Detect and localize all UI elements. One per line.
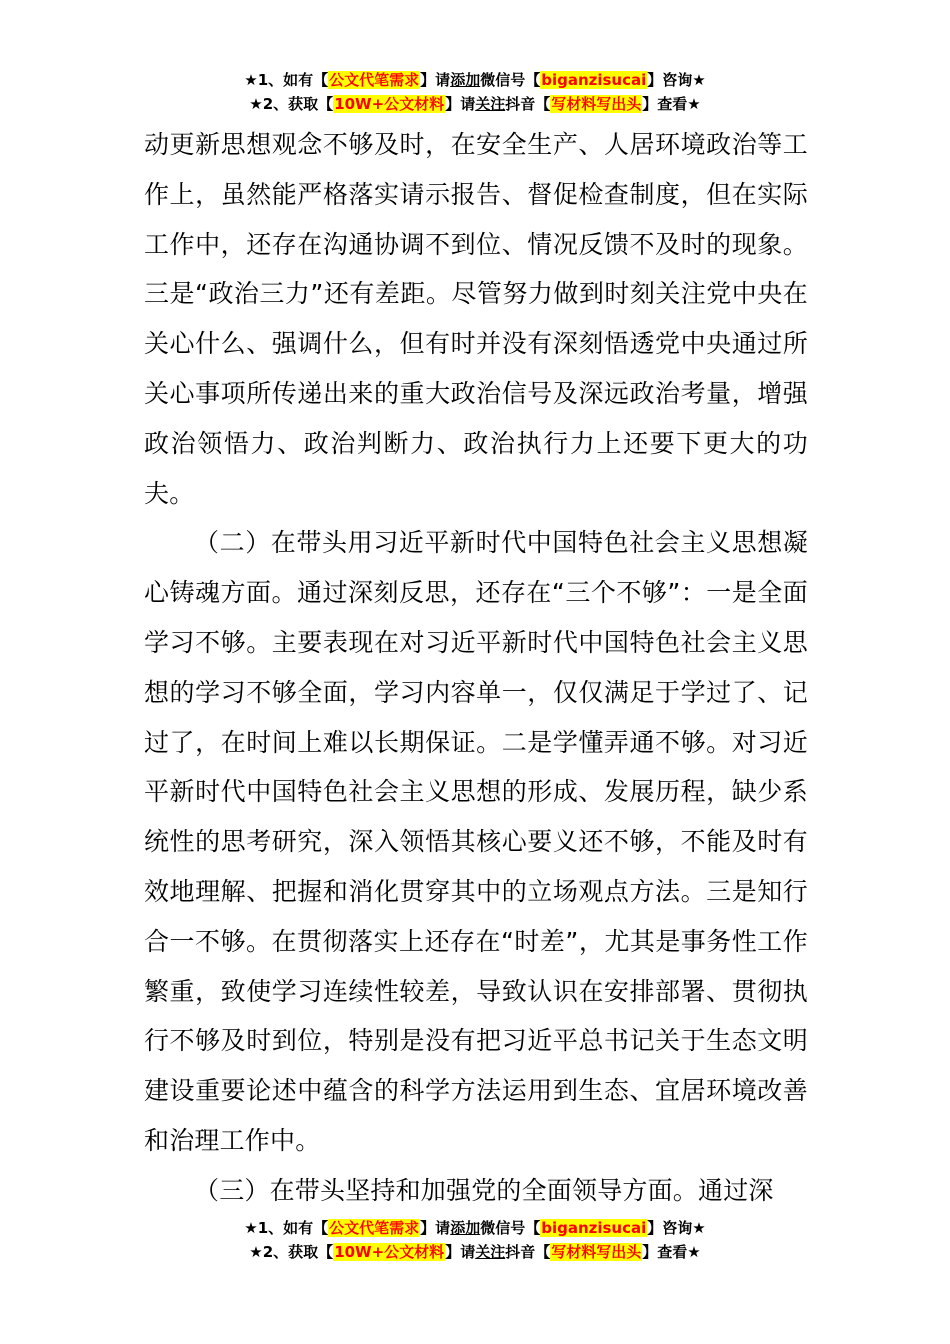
highlight-materials: 10W+公文材料	[334, 95, 445, 113]
highlight-douyin-account: 写材料写出头	[551, 95, 642, 113]
paragraph-continued: 动更新思想观念不够及时，在安全生产、人居环境政治等工作上，虽然能严格落实请示报告、督促检查制度，但在实际工作中，还存在沟通协调不到位、情况反馈不及时的现象。三是“政治三力”还有差距。尽管努力做到时刻关注党中央在关心什么、强调什么，但有时并没有深刻悟透党中央通过所关心事项所传递出来的重大政治信号及深远政治考量，增强政治领悟力、政治判断力、政治执行力上还要下更大的功夫。	[144, 130, 808, 508]
footer-banner	[0, 1216, 950, 1264]
highlight-service: 公文代笔需求	[329, 71, 420, 89]
footer-banner-line-2: ★2、获取【10W+公文材料】请关注抖音【写材料写出头】查看★	[249, 1243, 701, 1261]
highlight-wechat-id: biganzisucai	[541, 1219, 647, 1237]
paragraph-section-three: （三）在带头坚持和加强党的全面领导方面。通过深	[194, 1175, 774, 1205]
highlight-wechat-id: biganzisucai	[541, 71, 647, 89]
header-banner-line-1: ★1、如有【公文代笔需求】请添加微信号【biganzisucai】咨询★	[244, 71, 706, 89]
highlight-service: 公文代笔需求	[329, 1219, 420, 1237]
document-body	[144, 120, 808, 1216]
footer-banner-line-1: ★1、如有【公文代笔需求】请添加微信号【biganzisucai】咨询★	[244, 1219, 706, 1237]
highlight-materials: 10W+公文材料	[334, 1243, 445, 1261]
header-banner	[0, 68, 950, 116]
highlight-douyin-account: 写材料写出头	[551, 1243, 642, 1261]
paragraph-section-two: （二）在带头用习近平新时代中国特色社会主义思想凝心铸魂方面。通过深刻反思，还存在“三个不够”：一是全面学习不够。主要表现在对习近平新时代中国特色社会主义思想的学习不够全面，学习内容单一，仅仅满足于学过了、记过了，在时间上难以长期保证。二是学懂弄通不够。对习近平新时代中国特色社会主义思想的形成、发展历程，缺少系统性的思考研究，深入领悟其核心要义还不够，不能及时有效地理解、把握和消化贯穿其中的立场观点方法。三是知行合一不够。在贯彻落实上还存在“时差”，尤其是事务性工作繁重，致使学习连续性较差，导致认识在安排部署、贯彻执行不够及时到位，特别是没有把习近平总书记关于生态文明建设重要论述中蕴含的科学方法运用到生态、宜居环境改善和治理工作中。	[144, 528, 808, 1155]
header-banner-line-2: ★2、获取【10W+公文材料】请关注抖音【写材料写出头】查看★	[249, 95, 701, 113]
